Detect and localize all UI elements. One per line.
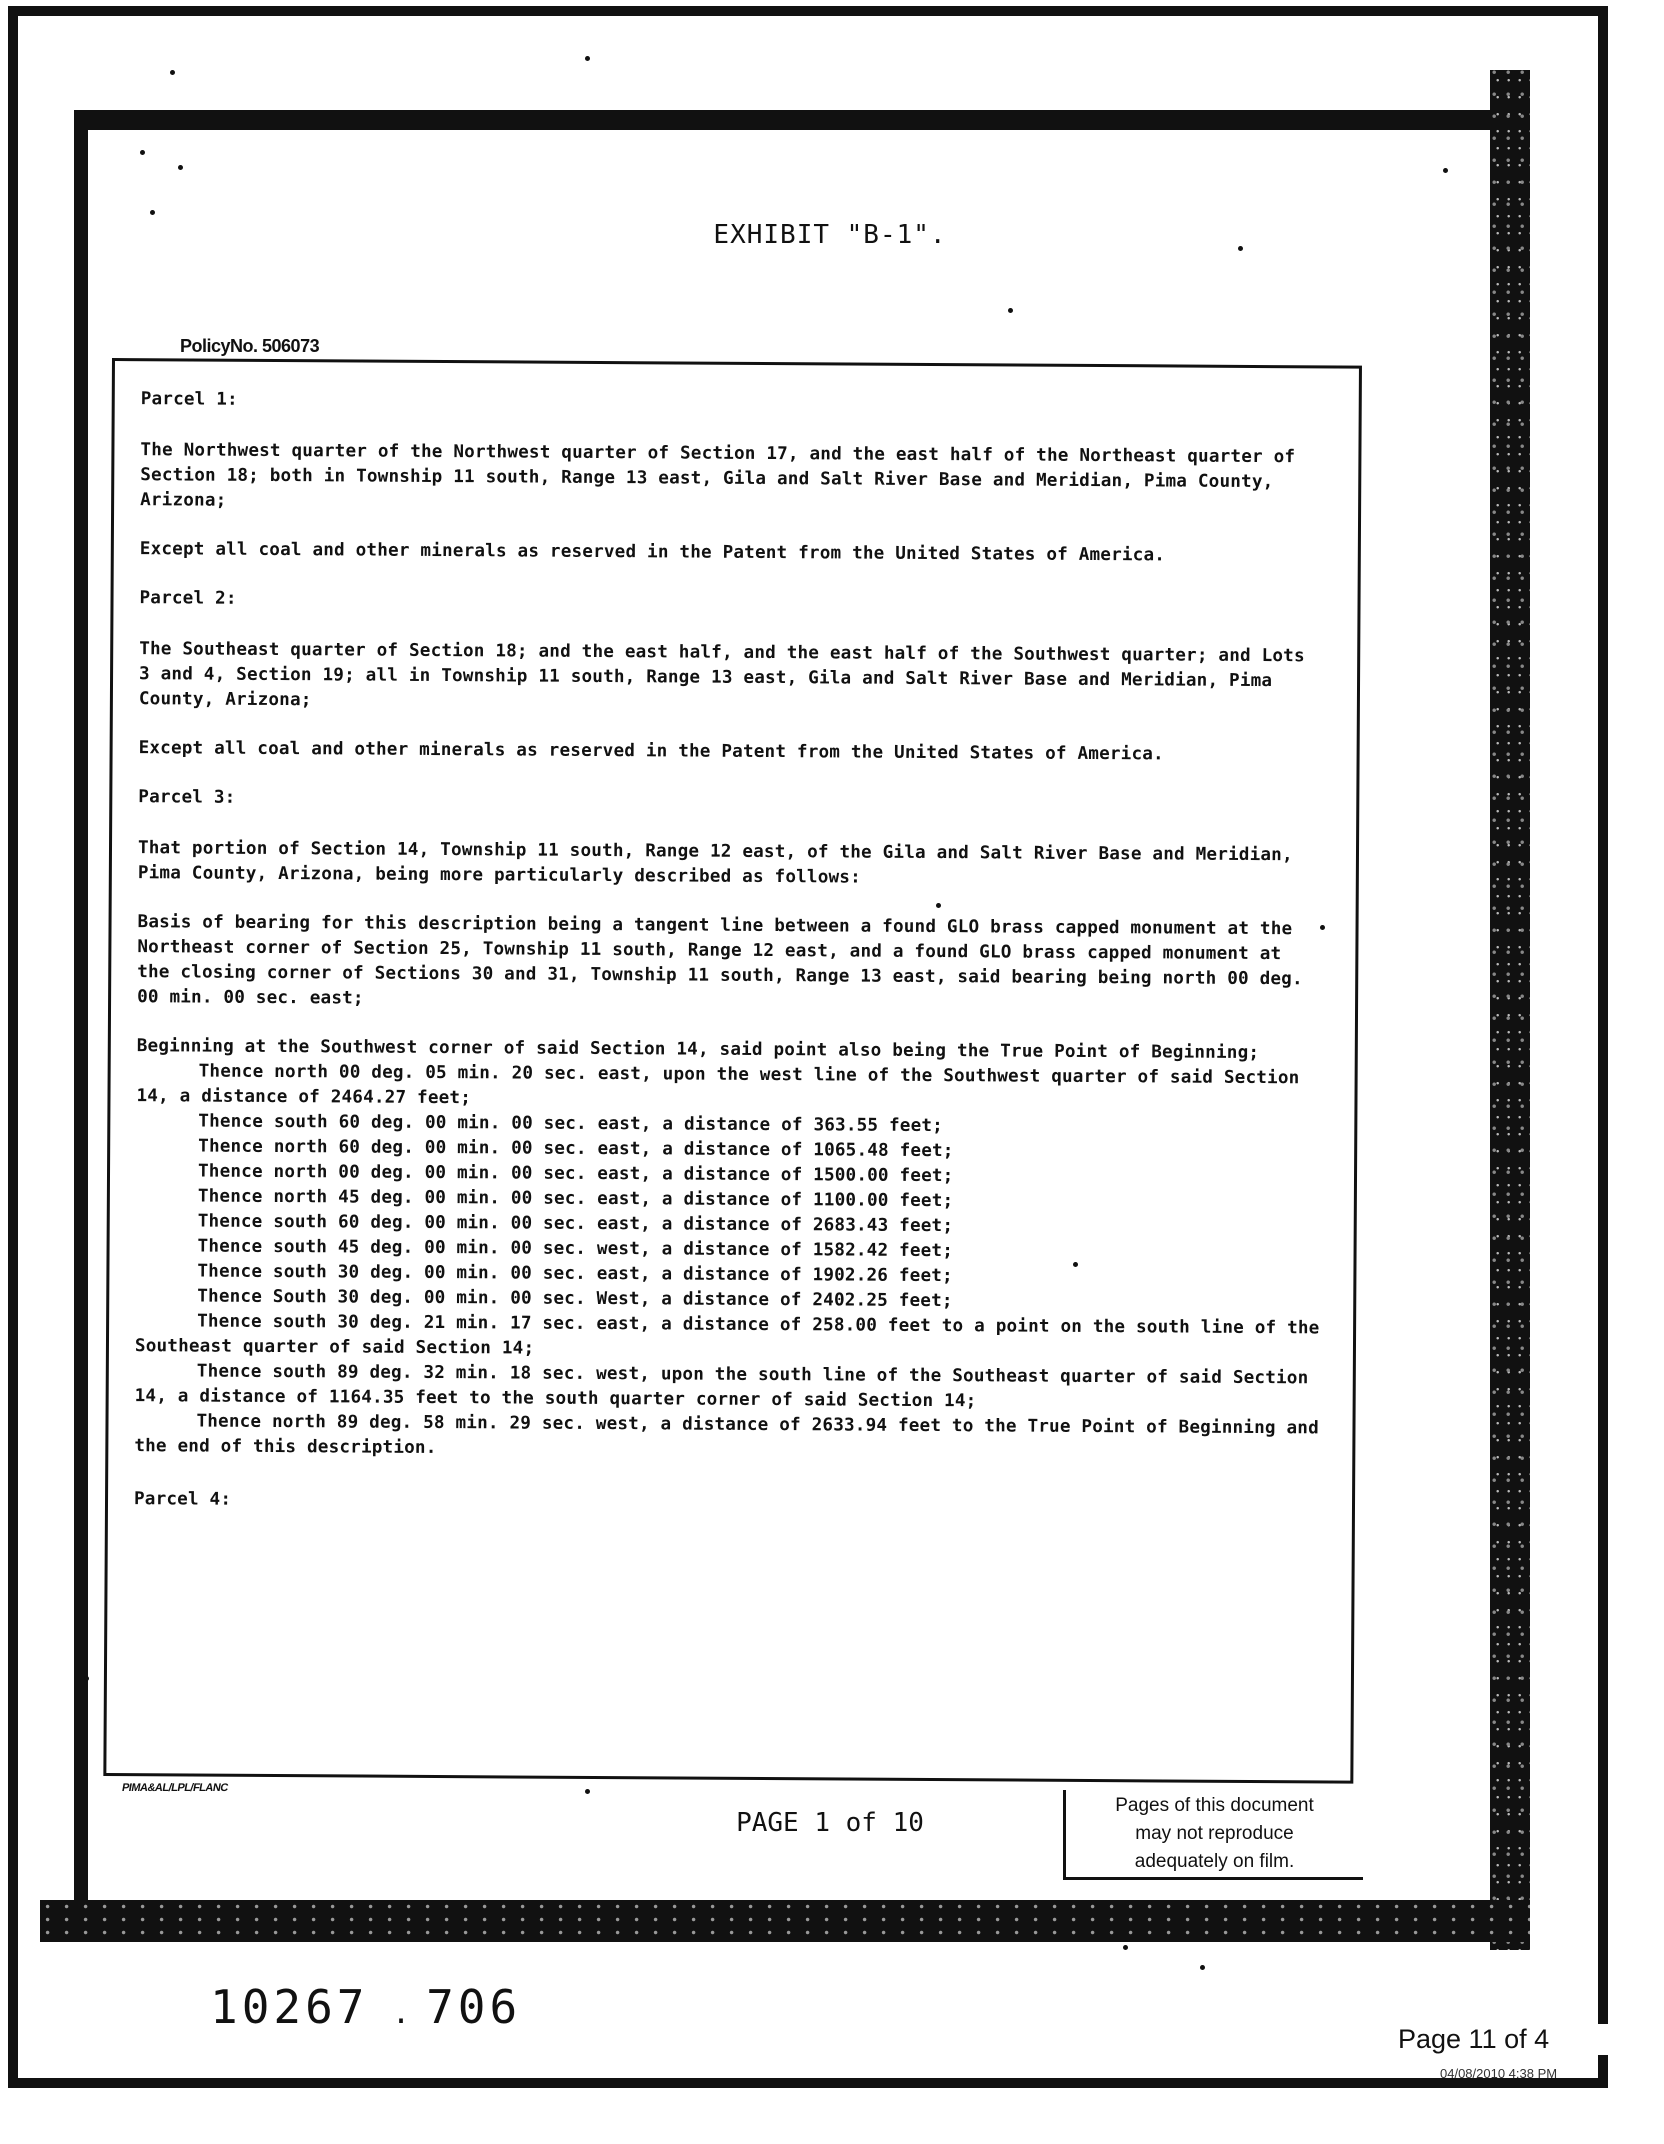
course-line: Thence south 60 deg. 00 min. 00 sec. east, a distance of 2683.43 feet;	[197, 1211, 954, 1237]
note-line: may not reproduce	[1135, 1823, 1294, 1844]
film-page-dot: .	[392, 1996, 415, 2031]
point-of-beginning: Beginning at the Southwest corner of said Section 14, said point also being the True Point of Beginning;	[136, 1036, 1260, 1064]
note-line: adequately on film.	[1134, 1851, 1295, 1872]
parcel-4-heading: Parcel 4:	[133, 1489, 232, 1510]
parcel-3-basis-of-bearing: Basis of bearing for this description being a tangent line between a found GLO brass capped monument at the Northeast corner of Section 25, Township 11 south, Range 12 east, and a found GLO brass capped monument at the closing corner of Sections 30 and 31, Township 11 south, Range 13 east, said bearing being north 00 deg. 00 min. 00 sec. east;	[137, 912, 1314, 1009]
page-counter: Page 11 of 4	[1394, 2024, 1638, 2055]
parcel-3-heading: Parcel 3:	[138, 787, 236, 808]
page-indicator: PAGE 1 of 10	[736, 1808, 924, 1838]
parcel-1-heading: Parcel 1:	[140, 389, 238, 410]
course-line: Thence south 30 deg. 21 min. 17 sec. east, a distance of 258.00 feet to a point on the south line of the Southeast quarter of said Section 14;	[134, 1311, 1331, 1359]
parcel-3-courses	[134, 1034, 1331, 1466]
parcel-2-heading: Parcel 2:	[139, 588, 237, 609]
film-reproduction-note	[1063, 1790, 1363, 1880]
course-line: Thence north 89 deg. 58 min. 29 sec. west, a distance of 2633.94 feet to the True Point of Beginning and the end of this description.	[134, 1411, 1330, 1459]
course-line: Thence north 45 deg. 00 min. 00 sec. east, a distance of 1100.00 feet;	[197, 1186, 954, 1212]
parcel-1-exception: Except all coal and other minerals as reserved in the Patent from the United States of America.	[139, 539, 1166, 566]
scan-border-bottom	[40, 1900, 1530, 1942]
course-line: Thence south 60 deg. 00 min. 00 sec. east, a distance of 363.55 feet;	[198, 1111, 944, 1137]
film-page-number-wrapper	[392, 1980, 521, 2034]
scan-border-right	[1490, 70, 1530, 1950]
scan-border-top	[74, 110, 1530, 130]
exhibit-title: EXHIBIT "B-1".	[713, 220, 947, 250]
scan-border-left	[74, 110, 88, 1940]
course-line: Thence north 00 deg. 00 min. 00 sec. east, a distance of 1500.00 feet;	[197, 1161, 954, 1187]
legal-description	[133, 387, 1331, 1545]
parcel-3-description: That portion of Section 14, Township 11 south, Range 12 east, of the Gila and Salt River Base and Meridian, Pima County, Arizona, being more particularly described as follows:	[137, 838, 1304, 888]
course-line: Thence South 30 deg. 00 min. 00 sec. West, a distance of 2402.25 feet;	[197, 1286, 953, 1312]
parcel-1-description: The Northwest quarter of the Northwest quarter of Section 17, and the east half of the Northeast quarter of Section 18; both in Township 11 south, Range 13 east, Gila and Salt River Base and Meridian, Pima County, Arizona;	[140, 440, 1307, 511]
print-timestamp: 04/08/2010 4:38 PM	[1440, 2066, 1558, 2081]
course-line: Thence north 60 deg. 00 min. 00 sec. east, a distance of 1065.48 feet;	[198, 1136, 954, 1162]
course-line: Thence south 45 deg. 00 min. 00 sec. west, a distance of 1582.42 feet;	[197, 1236, 954, 1262]
film-docket-number: 10267	[210, 1980, 369, 2034]
policy-number: PolicyNo. 506073	[180, 336, 320, 356]
legal-description-box	[103, 358, 1362, 1784]
note-line: Pages of this document	[1115, 1795, 1314, 1816]
course-line: Thence south 89 deg. 32 min. 18 sec. west, upon the south line of the Southeast quarter of said Section 14, a distance of 1164.35 feet to the south quarter corner of said Section 14;	[134, 1361, 1320, 1412]
course-line: Thence south 30 deg. 00 min. 00 sec. east, a distance of 1902.26 feet;	[197, 1261, 953, 1287]
film-page-number: 706	[426, 1980, 522, 2034]
form-code: PIMA&AL/LPL/FLANC	[120, 1782, 229, 1794]
parcel-2-exception: Except all coal and other minerals as reserved in the Patent from the United States of America.	[138, 738, 1164, 765]
course-line: Thence north 00 deg. 05 min. 20 sec. east, upon the west line of the Southwest quarter of said Section 14, a distance of 2464.27 feet;	[136, 1061, 1311, 1109]
parcel-2-description: The Southeast quarter of Section 18; and the east half, and the east half of the Southwest quarter; and Lots 3 and 4, Section 19; all in Township 11 south, Range 13 east, Gila and Salt River Base and Meridian, Pima County, Arizona;	[138, 639, 1316, 711]
